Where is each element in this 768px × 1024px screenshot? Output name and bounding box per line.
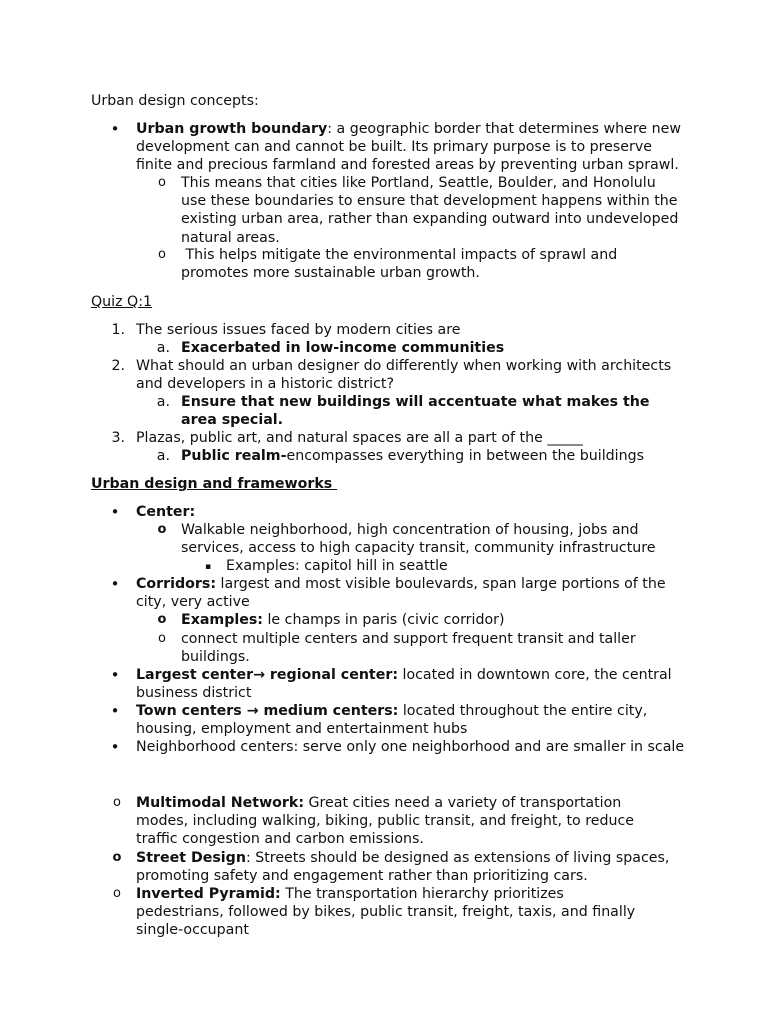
street-text: : Streets should be designed as extensions of living spaces, promoting safety and engagement rather than prioritizing cars. xyxy=(136,850,670,885)
center-example: Examples: capitol hill in seattle xyxy=(226,558,448,574)
circle-marker: o xyxy=(157,612,167,627)
corridors-term: Corridors: xyxy=(136,576,217,592)
town-term-2: medium centers: xyxy=(258,703,399,719)
largest-text: located in downtown core, the central business district xyxy=(136,667,672,702)
quiz-q2-text: What should an urban designer do differently when working with architects and developers in a historic district? xyxy=(136,358,672,393)
circle-marker: o xyxy=(113,795,121,810)
square-marker: ▪ xyxy=(204,562,212,572)
ugb-sub-1: This means that cities like Portland, Seattle, Boulder, and Honolulu use these boundaries to ensure that development happens within the existing urban area, rather than expanding outward into undeveloped natural areas. xyxy=(181,175,679,246)
quiz-q3-text: Plazas, public art, and natural spaces are all a part of the _____ xyxy=(136,430,583,446)
street-design-paragraph xyxy=(136,849,671,885)
corridors-example-text: le champs in paris (civic corridor) xyxy=(262,612,505,628)
corridors-text: largest and most visible boulevards, span large portions of the city, very active xyxy=(136,576,666,611)
multimodal-paragraph xyxy=(136,794,671,849)
largest-term-2: regional center: xyxy=(264,667,398,683)
quiz-title xyxy=(91,293,391,311)
inverted-pyramid-paragraph xyxy=(136,885,656,940)
quiz-q1-text: The serious issues faced by modern cities are xyxy=(136,322,461,338)
quiz-q3-answer xyxy=(181,447,681,465)
circle-marker: o xyxy=(112,850,122,865)
frameworks-title xyxy=(91,475,491,493)
quiz-q2-answer xyxy=(181,393,681,429)
pyramid-text: The transportation hierarchy prioritizes pedestrians, followed by bikes, public transit, freight, taxis, and finally single-occupant xyxy=(136,886,636,939)
frameworks-title-text: Urban design and frameworks xyxy=(91,476,338,492)
bullet-marker: • xyxy=(110,738,120,756)
bullet-marker: • xyxy=(110,120,120,138)
multimodal-text: Great cities need a variety of transportation modes, including walking, biking, public transit, and freight, to reduce traffic congestion and carbon emissions. xyxy=(136,795,634,848)
ugb-sub-2: This helps mitigate the environmental impacts of sprawl and promotes more sustainable urban growth. xyxy=(181,247,622,282)
quiz-q1-answer-text: Exacerbated in low-income communities xyxy=(181,340,505,356)
corridors-sub-2: connect multiple centers and support frequent transit and taller buildings. xyxy=(181,631,636,666)
town-centers-paragraph xyxy=(136,702,656,738)
neighborhood-centers: Neighborhood centers: serve only one neighborhood and are smaller in scale xyxy=(136,739,685,755)
circle-marker: o xyxy=(158,175,166,190)
center-desc: Walkable neighborhood, high concentration of housing, jobs and services, access to high capacity transit, community infrastructure xyxy=(181,522,656,557)
circle-marker: o xyxy=(158,631,166,646)
corridors-example xyxy=(181,611,681,629)
circle-marker: o xyxy=(158,247,166,262)
circle-marker: o xyxy=(113,886,121,901)
corridors-example-term: Examples: xyxy=(181,612,263,628)
bullet-marker: • xyxy=(110,575,120,593)
ugb-term: Urban growth boundary xyxy=(136,121,328,137)
quiz-title-text: Quiz Q:1 xyxy=(91,294,153,310)
largest-term-1: Largest center xyxy=(136,667,254,683)
center-term-text: Center: xyxy=(136,504,196,520)
town-text: located throughout the entire city, housing, employment and entertainment hubs xyxy=(136,703,648,738)
corridors-paragraph xyxy=(136,575,666,611)
quiz-q1-answer-letter: a. xyxy=(156,340,170,356)
street-term: Street Design xyxy=(136,850,246,866)
circle-marker: o xyxy=(157,522,167,537)
quiz-q1-answer xyxy=(181,339,681,357)
ugb-text: : a geographic border that determines where new development can and cannot be built. Its primary purpose is to preserve finite and precious farmland and forested areas by preventing urban sprawl. xyxy=(136,121,681,174)
largest-center-paragraph xyxy=(136,666,681,702)
quiz-q3-number: 3. xyxy=(111,430,125,446)
intro-heading: Urban design concepts: xyxy=(91,93,259,109)
pyramid-term: Inverted Pyramid: xyxy=(136,886,281,902)
quiz-q3-answer-term: Public realm- xyxy=(181,448,287,464)
quiz-q3-answer-rest: encompasses everything in between the buildings xyxy=(286,448,645,464)
town-term-1: Town centers xyxy=(136,703,247,719)
arrow-right-icon: → xyxy=(246,703,259,719)
bullet-marker: • xyxy=(110,503,120,521)
quiz-q2-answer-text: Ensure that new buildings will accentuate what makes the area special. xyxy=(181,394,650,429)
quiz-q1-number: 1. xyxy=(111,322,125,338)
bullet-marker: • xyxy=(110,702,120,720)
quiz-q3-answer-letter: a. xyxy=(156,448,170,464)
ugb-paragraph xyxy=(136,120,681,175)
quiz-q2-answer-letter: a. xyxy=(156,394,170,410)
bullet-marker: • xyxy=(110,666,120,684)
center-term xyxy=(136,503,681,521)
quiz-q2-number: 2. xyxy=(111,358,125,374)
arrow-right-icon: → xyxy=(253,667,265,683)
multimodal-term: Multimodal Network: xyxy=(136,795,305,811)
